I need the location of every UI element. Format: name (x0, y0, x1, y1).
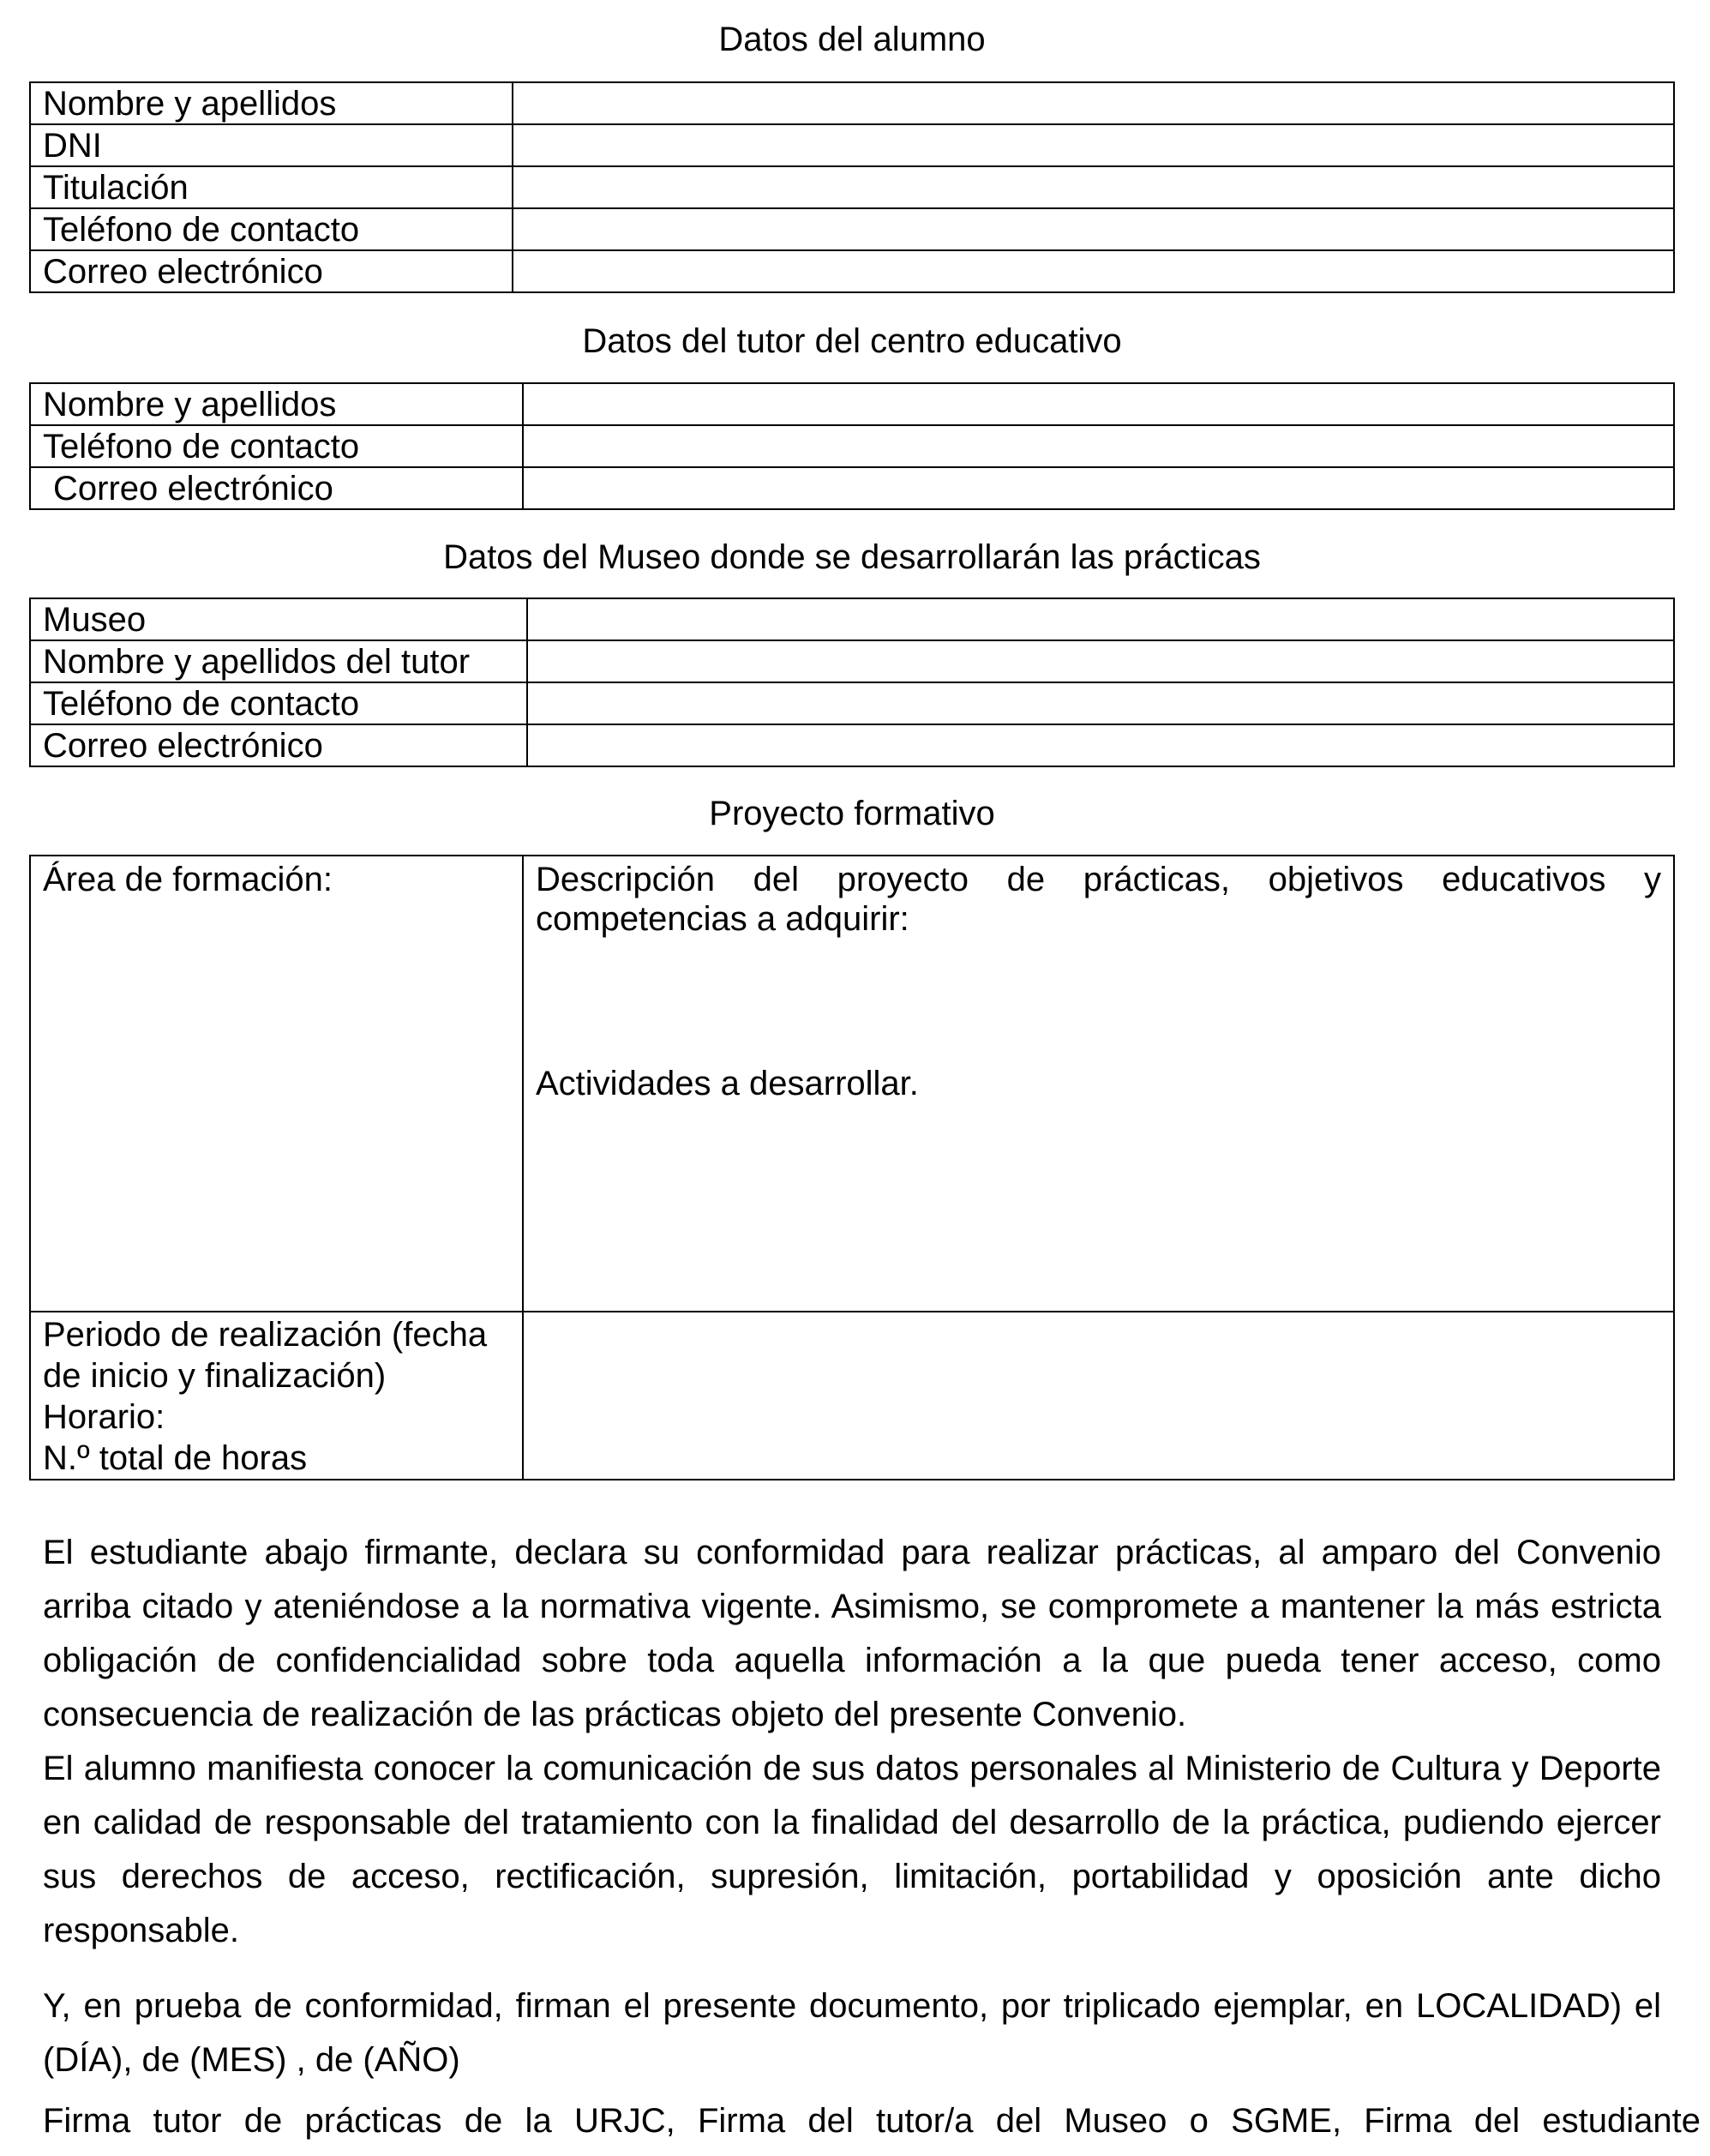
museum-email-field[interactable] (527, 724, 1674, 766)
period-label: Periodo de realización (fecha (43, 1316, 488, 1354)
table-row (30, 640, 1674, 682)
school-tutor-phone-field[interactable] (523, 425, 1674, 467)
table-row (30, 724, 1674, 766)
student-dni-label: DNI (30, 124, 513, 166)
project-table (29, 855, 1675, 1480)
school-tutor-phone-label: Teléfono de contacto (30, 425, 523, 467)
table-row (30, 598, 1674, 640)
period-label-cont: de inicio y finalización) (43, 1357, 387, 1395)
table-row (30, 250, 1674, 292)
student-dni-field[interactable] (513, 124, 1674, 166)
student-email-label: Correo electrónico (30, 250, 513, 292)
student-section-title: Datos del alumno (718, 21, 986, 58)
table-row (30, 1312, 1674, 1480)
school-tutor-table (29, 382, 1675, 510)
training-area-label: Área de formación: (43, 861, 333, 898)
signatures-line: Firma tutor de prácticas de la URJC, Firma del tutor/a del Museo o SGME, Firma del estudiante (43, 2102, 1701, 2140)
conformity-paragraph: Y, en prueba de conformidad, firman el presente documento, por triplicado ejemplar, en LOCALIDAD) el (DÍA), de (MES) , de (AÑO) (43, 1987, 1661, 2079)
table-row (30, 467, 1674, 509)
project-description-cell[interactable] (523, 856, 1674, 1312)
project-section-title: Proyecto formativo (709, 795, 995, 832)
student-table (29, 81, 1675, 293)
period-cell (30, 1312, 523, 1480)
museum-section-title: Datos del Museo donde se desarrollarán las prácticas (443, 538, 1261, 576)
museum-email-label: Correo electrónico (30, 724, 527, 766)
table-row (30, 383, 1674, 425)
school-tutor-email-label: Correo electrónico (30, 467, 523, 509)
student-phone-field[interactable] (513, 208, 1674, 250)
school-tutor-name-label: Nombre y apellidos (30, 383, 523, 425)
museum-name-label: Museo (30, 598, 527, 640)
museum-name-field[interactable] (527, 598, 1674, 640)
student-degree-field[interactable] (513, 166, 1674, 208)
declaration-paragraph-2: El alumno manifiesta conocer la comunicación de sus datos personales al Ministerio de Cultura y Deporte en calidad de responsable del tratamiento con la finalidad del desarrollo de la práctica, pudiendo ejercer sus derechos de acceso, rectificación, supresión, limitación, portabilidad y oposición ante dicho responsable. (43, 1750, 1661, 1949)
museum-phone-field[interactable] (527, 682, 1674, 724)
museum-tutor-name-field[interactable] (527, 640, 1674, 682)
table-row (30, 856, 1674, 1312)
table-row (30, 82, 1674, 124)
student-name-label: Nombre y apellidos (30, 82, 513, 124)
school-tutor-email-field[interactable] (523, 467, 1674, 509)
total-hours-label: N.º total de horas (43, 1439, 308, 1477)
project-description-label: Descripción del proyecto de prácticas, objetivos educativos y competencias a adquirir: (536, 861, 1661, 938)
student-name-field[interactable] (513, 82, 1674, 124)
student-phone-label: Teléfono de contacto (30, 208, 513, 250)
table-row (30, 425, 1674, 467)
training-area-cell[interactable] (30, 856, 523, 1312)
student-email-field[interactable] (513, 250, 1674, 292)
school-tutor-name-field[interactable] (523, 383, 1674, 425)
student-degree-label: Titulación (30, 166, 513, 208)
table-row (30, 124, 1674, 166)
table-row (30, 682, 1674, 724)
museum-phone-label: Teléfono de contacto (30, 682, 527, 724)
table-row (30, 166, 1674, 208)
activities-label: Actividades a desarrollar. (536, 1065, 919, 1102)
period-field[interactable] (523, 1312, 1674, 1480)
declaration-paragraph-1: El estudiante abajo firmante, declara su conformidad para realizar prácticas, al amparo del Convenio arriba citado y ateniéndose a la normativa vigente. Asimismo, se compromete a mantener la más estricta obligación de confidencialidad sobre toda aquella información a la que pueda tener acceso, como consecuencia de realización de las prácticas objeto del presente Convenio. (43, 1534, 1661, 1733)
school-tutor-section-title: Datos del tutor del centro educativo (582, 322, 1122, 360)
museum-tutor-name-label: Nombre y apellidos del tutor (30, 640, 527, 682)
museum-table (29, 598, 1675, 767)
table-row (30, 208, 1674, 250)
schedule-label: Horario: (43, 1398, 165, 1436)
